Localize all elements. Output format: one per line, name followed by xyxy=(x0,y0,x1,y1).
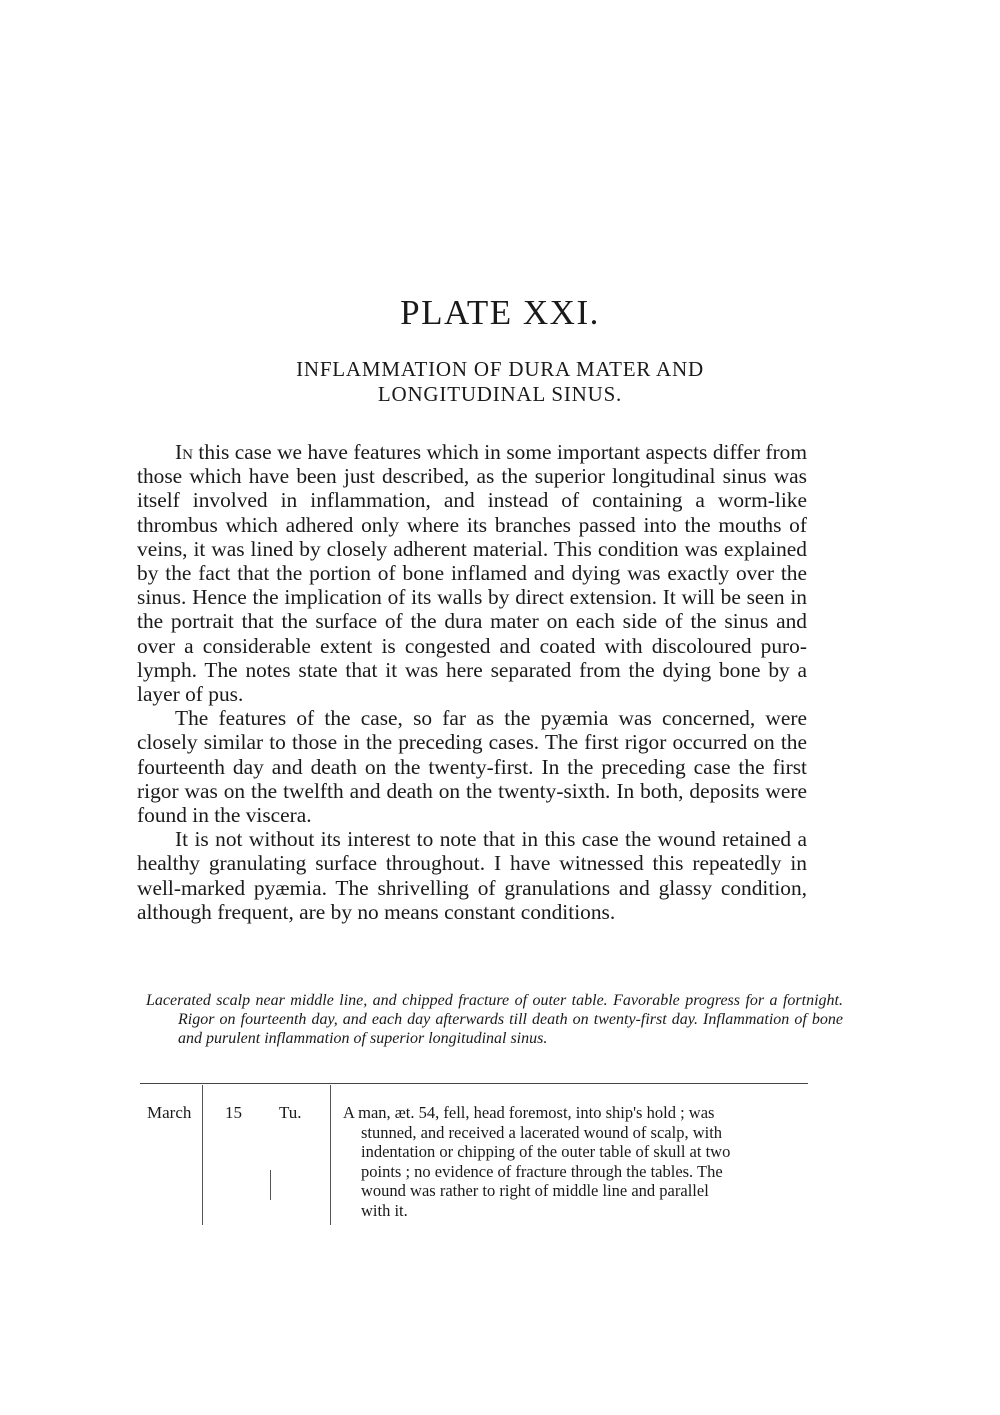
column-divider-notes xyxy=(330,1085,331,1225)
paragraph-3: It is not without its interest to note that in this case the wound retained a healthy granulating surface throughout. I have witnessed this repeatedly in well-marked pyæmia. The shrivelling of granulations and glassy condition, although frequent, are by no means constant conditions. xyxy=(137,827,807,924)
case-note-line: points ; no evidence of fracture through the tables. The xyxy=(361,1161,723,1181)
case-note-line: indentation or chipping of the outer table of skull at two xyxy=(361,1142,731,1161)
body-text xyxy=(137,440,807,924)
paragraph-1 xyxy=(137,440,807,706)
plate-subtitle xyxy=(200,357,800,407)
subtitle-line-1: INFLAMMATION OF DURA MATER AND xyxy=(296,357,704,381)
case-summary: Lacerated scalp near middle line, and chipped fracture of outer table. Favorable progress for a fortnight. Rigor on fourteenth day, and each day afterwards till death on twenty-first day. Inflammation of bone and purulent inflammation of superior longitudinal sinus. xyxy=(146,992,843,1047)
case-note xyxy=(343,1103,808,1220)
paragraph-1-text: this case we have features which in some important aspects differ from those which have been just described, as the superior longitudinal sinus was itself involved in inflammation, and instead of containing a worm-like thrombus which adhered only where its branches passed into the mouths of veins, it was lined by closely adherent material. This condition was explained by the fact that the portion of bone inflamed and dying was exactly over the sinus. Hence the implication of its walls by direct extension. It will be seen in the portrait that the surface of the dura mater on each side of the sinus and over a considerable extent is congested and coated with discoloured puro-lymph. The notes state that it was here separated from the dying bone by a layer of pus. xyxy=(137,440,807,707)
case-note-line: stunned, and received a lacerated wound of scalp, with xyxy=(361,1122,723,1142)
case-day: 15 xyxy=(225,1103,242,1122)
case-note-line: with it. xyxy=(361,1200,408,1220)
column-divider-weekday xyxy=(270,1170,271,1200)
subtitle-line-2: LONGITUDINAL SINUS. xyxy=(377,382,623,406)
table-top-rule xyxy=(140,1083,808,1084)
plate-title: PLATE XXI. xyxy=(400,293,600,332)
paragraph-2: The features of the case, so far as the pyæmia was concerned, were closely similar to those in the preceding cases. The first rigor occurred on the fourteenth day and death on the twenty-first. In the preceding case the first rigor was on the twelfth and death on the twenty-sixth. In both, deposits were found in the viscera. xyxy=(137,706,807,828)
paragraph-initial: In xyxy=(175,440,193,464)
case-month: March xyxy=(147,1103,192,1122)
case-note-line: A man, æt. 54, fell, head foremost, into ship's hold ; was xyxy=(343,1103,715,1122)
case-weekday: Tu. xyxy=(279,1103,302,1122)
column-divider-date xyxy=(202,1085,203,1225)
case-note-line: wound was rather to right of middle line and parallel xyxy=(361,1181,709,1200)
